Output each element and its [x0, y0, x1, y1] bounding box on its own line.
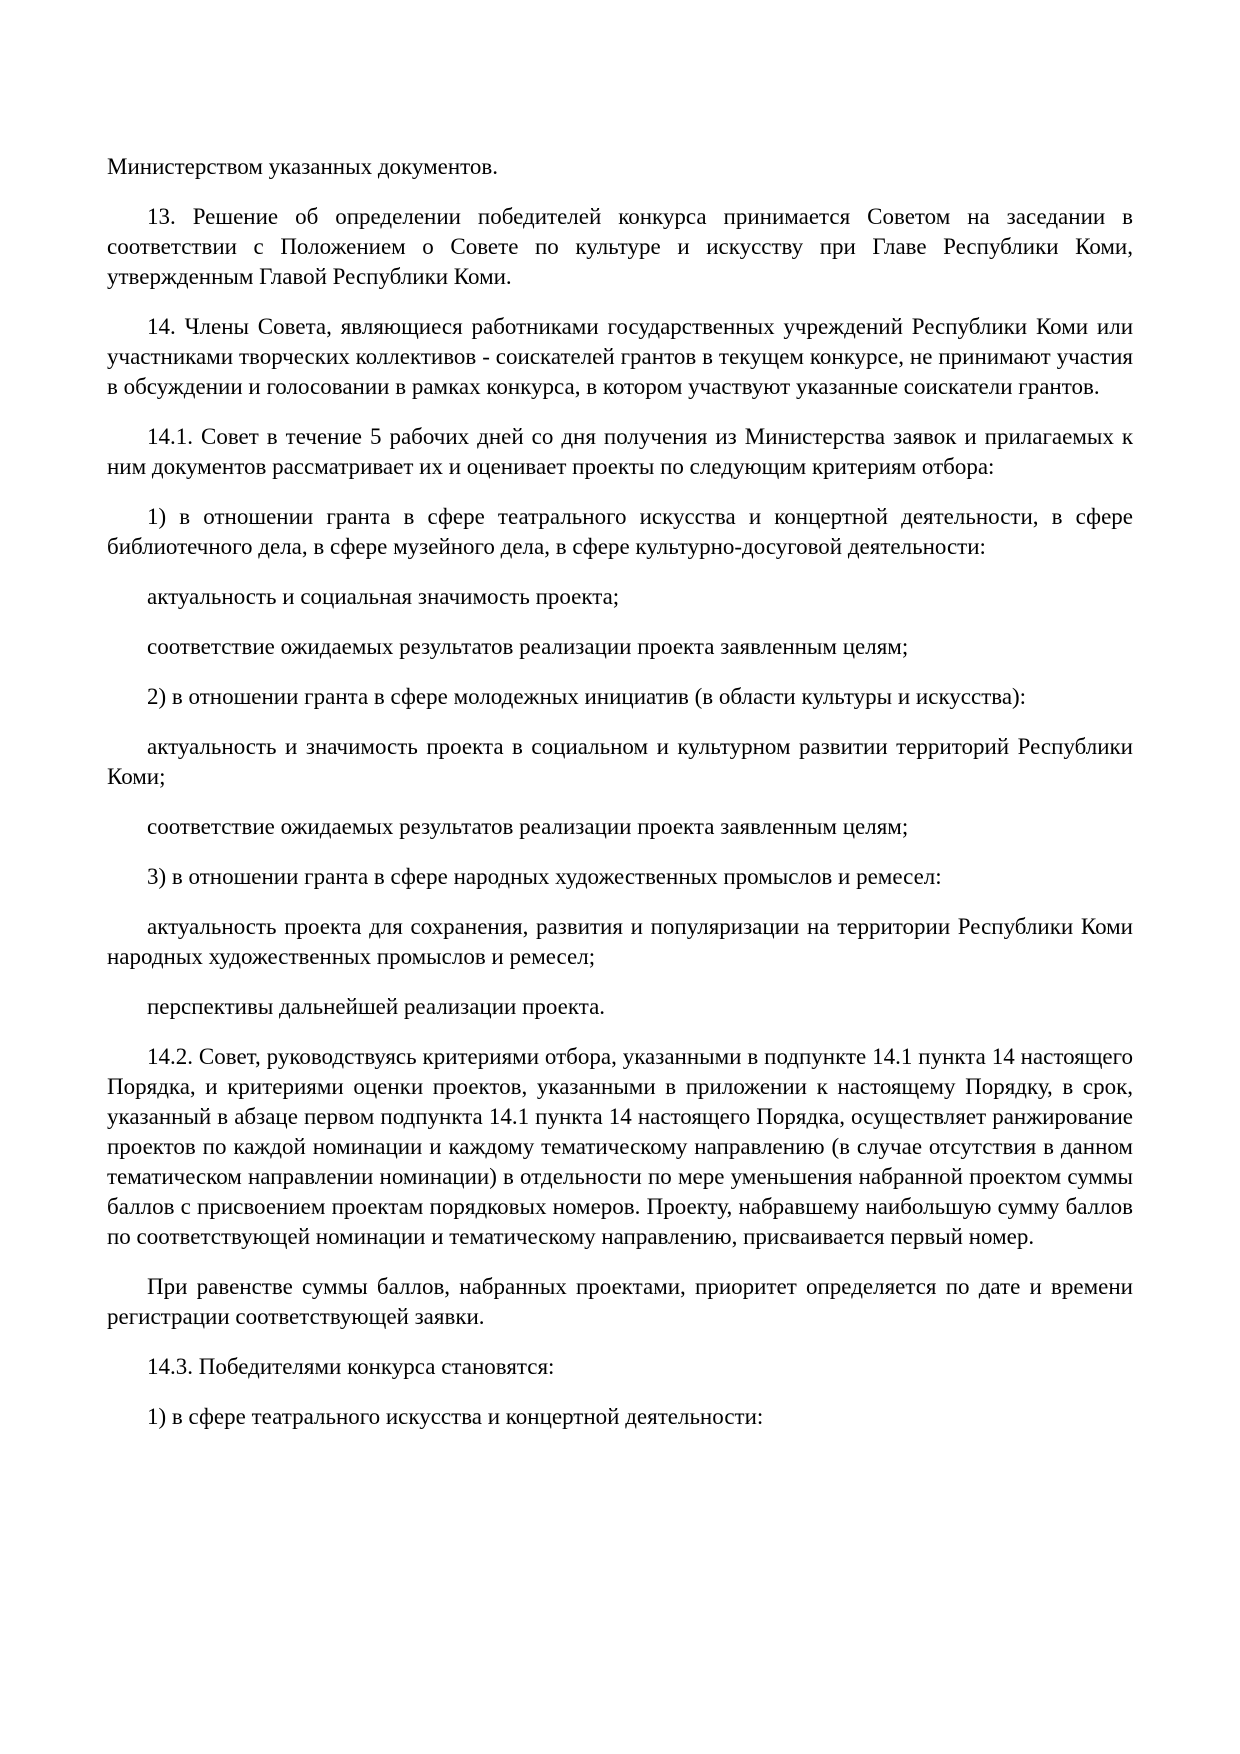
- paragraph-clause-14-2: 14.2. Совет, руководствуясь критериями отбора, указанными в подпункте 14.1 пункта 14 настоящего Порядка, и критериями оценки проектов, указанными в приложении к настоящему Порядку, в срок, указанный в абзаце первом подпункта 14.1 пункта 14 настоящего Порядка, осуществляет ранжирование проектов по каждой номинации и каждому тематическому направлению (в случае отсутствия в данном тематическом направлении номинации) в отдельности по мере уменьшения набранной проектом суммы баллов с присвоением проектам порядковых номеров. Проекту, набравшему наибольшую сумму баллов по соответствующей номинации и тематическому направлению, присваивается первый номер.: [107, 1044, 1133, 1249]
- paragraph-subclause-3: 3) в отношении гранта в сфере народных художественных промыслов и ремесел:: [147, 864, 942, 889]
- paragraph-criterion-1-2: соответствие ожидаемых результатов реализации проекта заявленным целям;: [147, 634, 909, 659]
- paragraph-criterion-2-2: соответствие ожидаемых результатов реализации проекта заявленным целям;: [147, 814, 909, 839]
- paragraph-clause-14-1: 14.1. Совет в течение 5 рабочих дней со дня получения из Министерства заявок и прилагаемых к ним документов рассматривает их и оценивает проекты по следующим критериям отбора:: [107, 424, 1133, 479]
- paragraph-continuation: Министерством указанных документов.: [107, 154, 498, 179]
- paragraph-subclause-1: 1) в отношении гранта в сфере театрального искусства и концертной деятельности, в сфере библиотечного дела, в сфере музейного дела, в сфере культурно-досуговой деятельности:: [107, 504, 1133, 559]
- paragraph-clause-14: 14. Члены Совета, являющиеся работниками государственных учреждений Республики Коми или участниками творческих коллективов - соискателей грантов в текущем конкурсе, не принимают участия в обсуждении и голосовании в рамках конкурса, в котором участвуют указанные соискатели грантов.: [107, 314, 1133, 399]
- paragraph-clause-13: 13. Решение об определении победителей конкурса принимается Советом на заседании в соответствии с Положением о Совете по культуре и искусству при Главе Республики Коми, утвержденным Главой Республики Коми.: [107, 204, 1133, 289]
- paragraph-winners-subclause-1: 1) в сфере театрального искусства и концертной деятельности:: [147, 1404, 764, 1429]
- paragraph-criterion-3-2: перспективы дальнейшей реализации проекта.: [147, 994, 606, 1019]
- paragraph-clause-14-2-tiebreak: При равенстве суммы баллов, набранных проектами, приоритет определяется по дате и времени регистрации соответствующей заявки.: [107, 1274, 1133, 1329]
- paragraph-criterion-1-1: актуальность и социальная значимость проекта;: [147, 584, 620, 609]
- paragraph-criterion-2-1: актуальность и значимость проекта в социальном и культурном развитии территорий Республики Коми;: [107, 734, 1133, 789]
- paragraph-criterion-3-1: актуальность проекта для сохранения, развития и популяризации на территории Республики Коми народных художественных промыслов и ремесел;: [107, 914, 1133, 969]
- paragraph-clause-14-3: 14.3. Победителями конкурса становятся:: [147, 1354, 555, 1379]
- paragraph-subclause-2: 2) в отношении гранта в сфере молодежных инициатив (в области культуры и искусства):: [147, 684, 1027, 709]
